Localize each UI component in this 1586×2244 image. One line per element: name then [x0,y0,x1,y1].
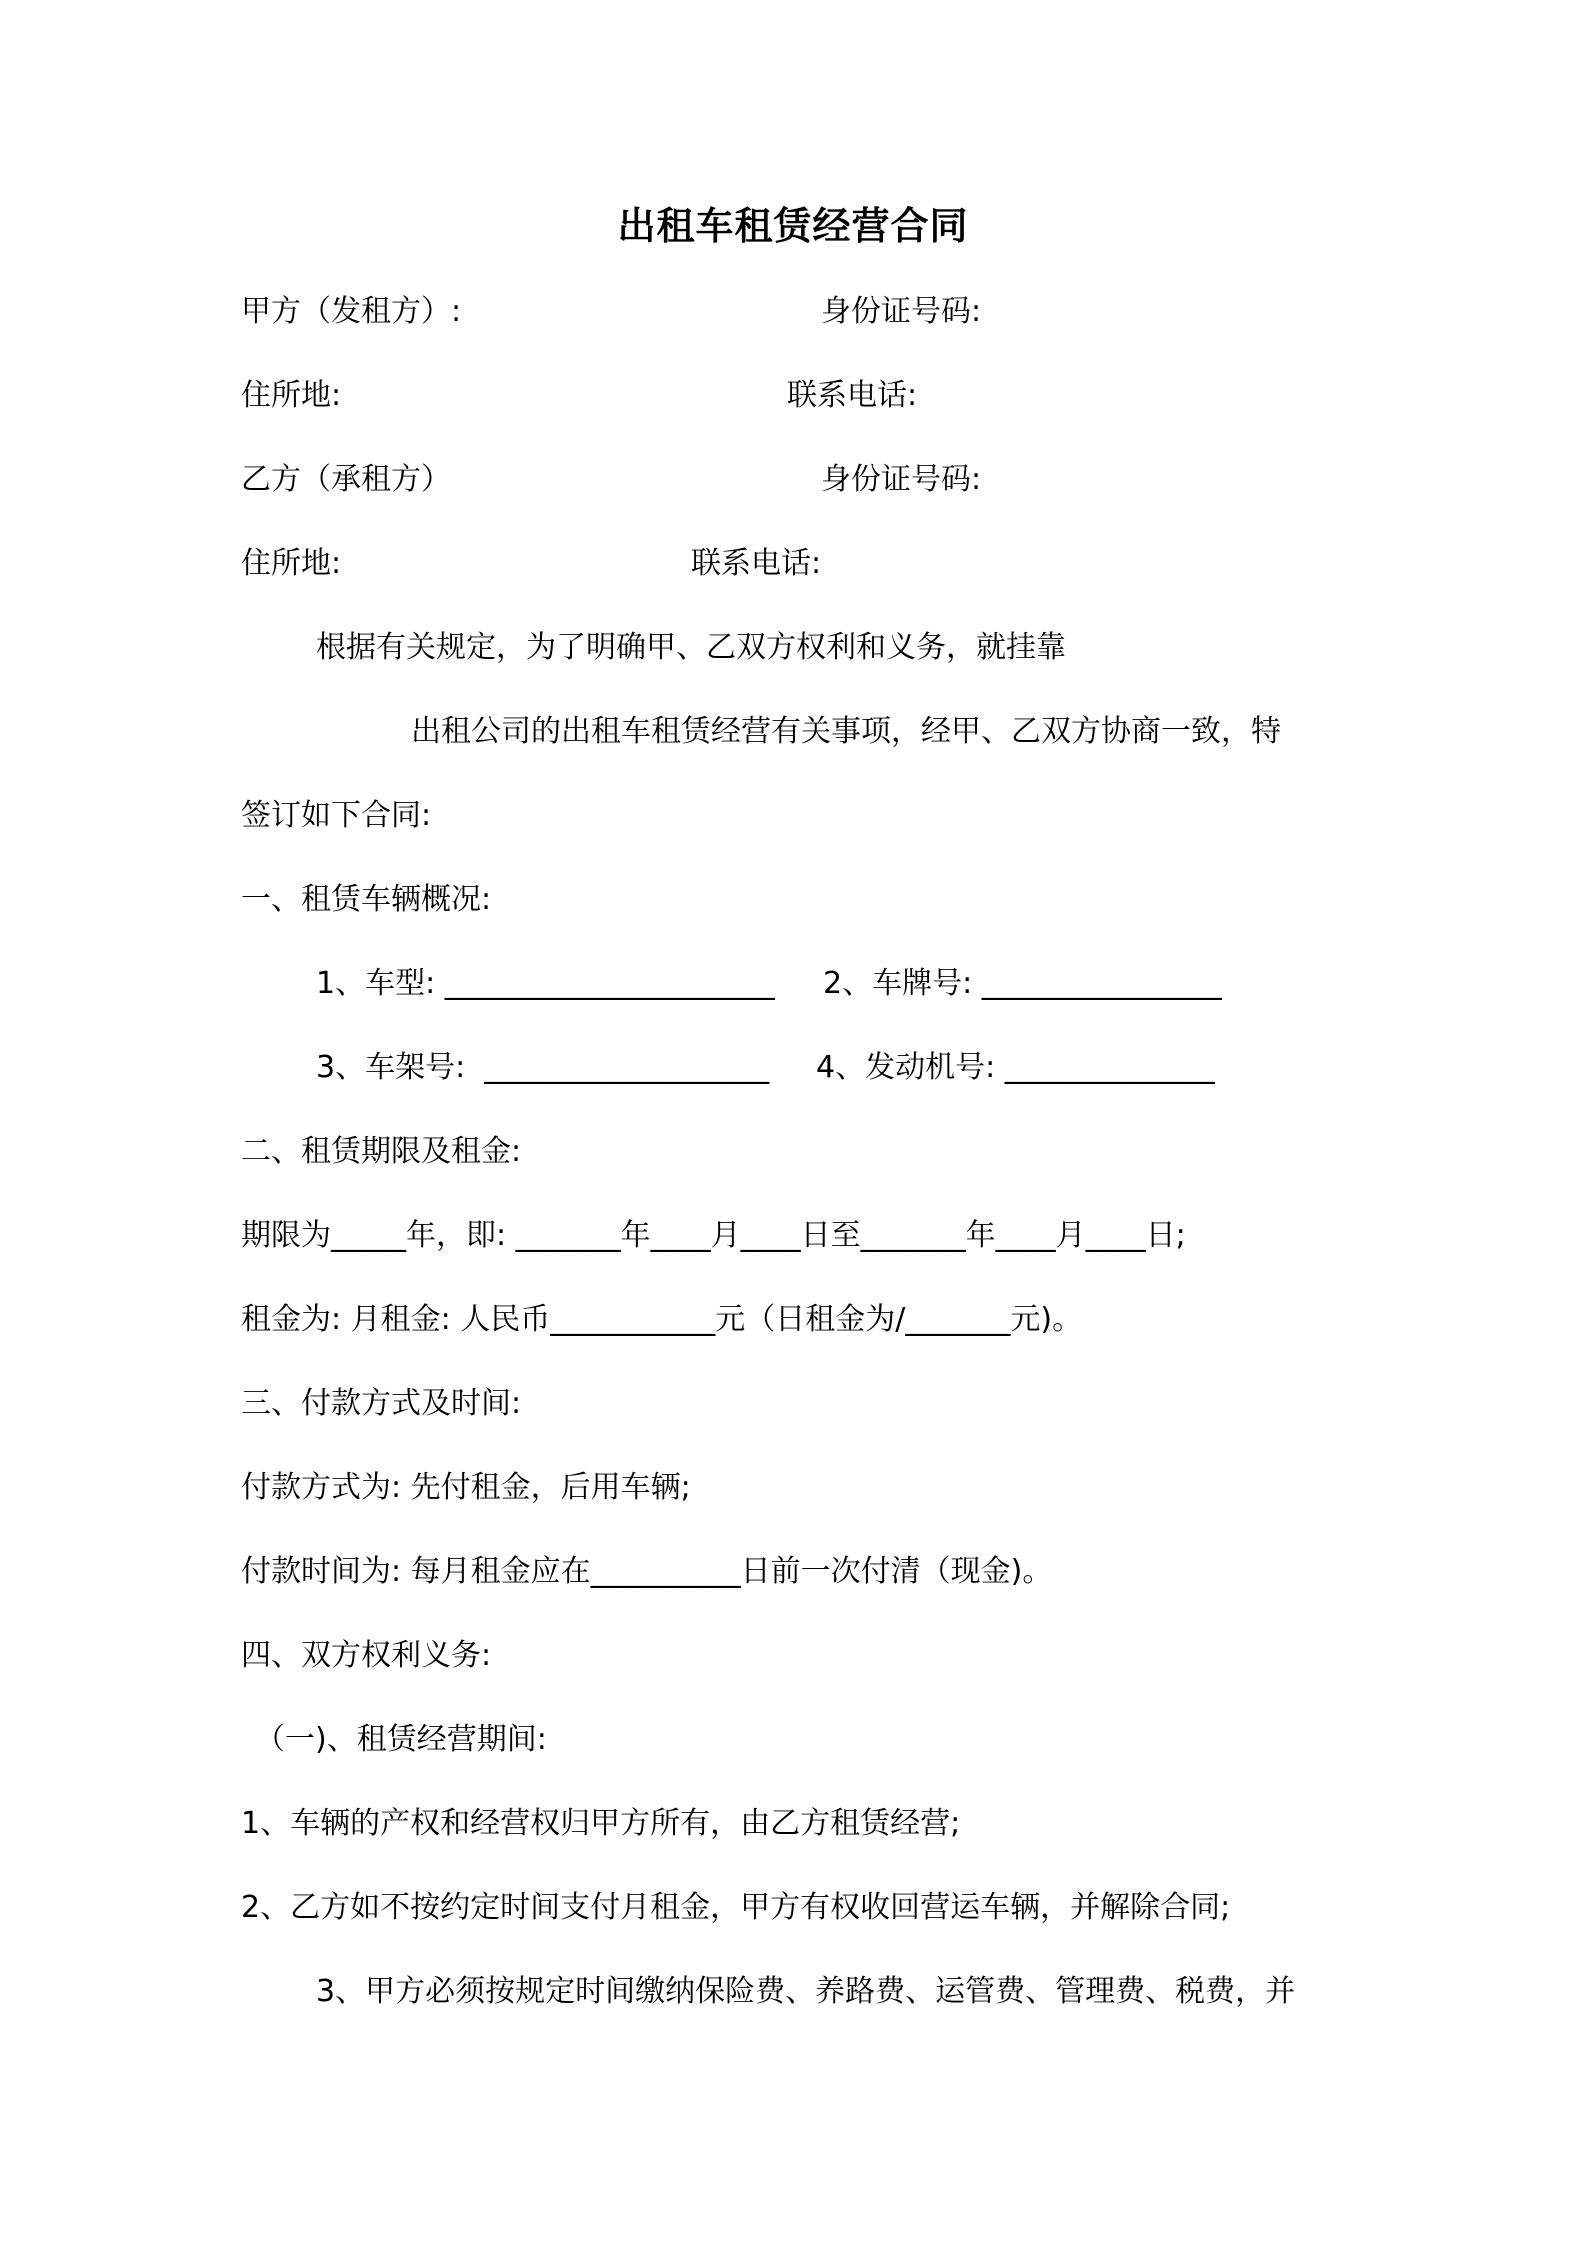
party-a-phone-label: 联系电话: [787,378,918,413]
clause-1: 1、车辆的产权和经营权归甲方所有，由乙方租赁经营; [241,1806,961,1841]
party-b-phone-label: 联系电话: [691,546,822,581]
section-4-heading: 四、双方权利义务: [241,1638,492,1673]
plate-number-field: 2、车牌号: ________________ [823,966,1222,1001]
term-line: 期限为_____年，即: _______年____月____日至_______年____月____日; [241,1218,1186,1253]
vehicle-model-field: 1、车型: ______________________ [316,966,775,1001]
party-b-address-label: 住所地: [241,546,342,581]
party-b-id-label: 身份证号码: [821,462,982,497]
payment-method-line: 付款方式为: 先付租金，后用车辆; [241,1470,691,1505]
subsection-1-heading: （一)、租赁经营期间: [255,1722,547,1757]
clause-3: 3、甲方必须按规定时间缴纳保险费、养路费、运管费、管理费、税费，并 [316,1974,1296,2009]
section-2-heading: 二、租赁期限及租金: [241,1134,522,1169]
party-a-address-label: 住所地: [241,378,342,413]
party-a-label: 甲方（发租方）: [241,294,462,329]
section-3-heading: 三、付款方式及时间: [241,1386,522,1421]
intro-line-1: 根据有关规定，为了明确甲、乙双方权利和义务，就挂靠 [316,630,1066,665]
party-a-id-label: 身份证号码: [821,294,982,329]
party-b-label: 乙方（承租方） [241,462,451,497]
clause-2: 2、乙方如不按约定时间支付月租金，甲方有权收回营运车辆，并解除合同; [241,1890,1231,1925]
frame-number-field: 3、车架号: ___________________ [316,1050,770,1085]
page-title: 出租车租赁经营合同 [617,204,969,248]
intro-line-3: 签订如下合同: [241,798,432,833]
rent-line: 租金为: 月租金: 人民币___________元（日租金为/_______元)。 [241,1302,1083,1337]
section-1-heading: 一、租赁车辆概况: [241,882,492,917]
payment-time-line: 付款时间为: 每月租金应在__________日前一次付清（现金)。 [241,1554,1053,1589]
intro-line-2: 出租公司的出租车租赁经营有关事项，经甲、乙双方协商一致，特 [411,714,1281,749]
engine-number-field: 4、发动机号: ______________ [816,1050,1215,1085]
